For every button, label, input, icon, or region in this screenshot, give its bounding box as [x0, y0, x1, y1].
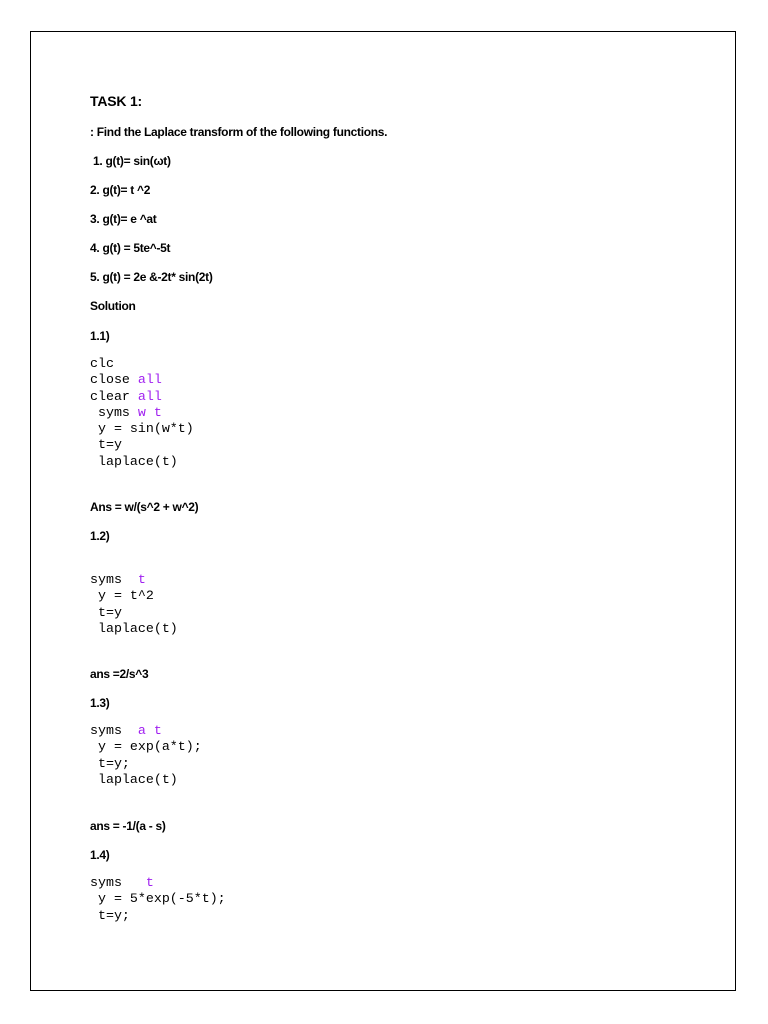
solution-heading: Solution	[90, 299, 136, 313]
task-title: TASK 1:	[90, 93, 143, 109]
section-label-1-3: 1.3)	[90, 696, 110, 710]
code-line	[90, 739, 202, 755]
code-line	[90, 389, 194, 405]
code-text: y = sin(w*t)	[90, 421, 194, 437]
code-text: syms	[90, 404, 138, 420]
section-label-1-2: 1.2)	[90, 529, 110, 543]
code-line	[90, 588, 178, 604]
function-item-1: 1. g(t)= sin(ωt)	[90, 154, 171, 168]
code-text: y = exp(a*t);	[90, 739, 202, 755]
code-text: laplace(t)	[90, 453, 178, 469]
code-line	[90, 405, 194, 421]
document-page	[30, 31, 736, 991]
code-keyword: t	[137, 572, 146, 587]
code-text: laplace(t)	[90, 771, 178, 787]
code-line	[90, 454, 194, 470]
function-item-3: 3. g(t)= e ^at	[90, 212, 157, 226]
code-text: syms	[90, 572, 138, 587]
code-text: t=y	[90, 604, 122, 620]
function-item-4: 4. g(t) = 5te^-5t	[90, 241, 171, 255]
task-instructions: : Find the Laplace transform of the following functions.	[90, 125, 388, 139]
code-keyword: w t	[137, 404, 162, 420]
code-text: t=y	[90, 437, 122, 453]
code-block-1-1	[90, 356, 194, 470]
code-line	[90, 772, 202, 788]
code-block-1-2	[90, 572, 178, 637]
code-line	[90, 875, 226, 891]
code-text: y = t^2	[90, 588, 154, 604]
function-item-2: 2. g(t)= t ^2	[90, 183, 151, 197]
answer-1-1: Ans = w/(s^2 + w^2)	[90, 500, 199, 514]
code-line	[90, 891, 226, 907]
code-line	[90, 756, 202, 772]
code-keyword: all	[137, 372, 162, 388]
code-line	[90, 421, 194, 437]
answer-1-2: ans =2/s^3	[90, 667, 149, 681]
code-line	[90, 356, 194, 372]
code-keyword: t	[145, 875, 154, 890]
code-line	[90, 572, 178, 588]
code-keyword: all	[137, 388, 162, 404]
code-text: close	[90, 372, 138, 388]
code-line	[90, 605, 178, 621]
code-text: laplace(t)	[90, 620, 178, 636]
answer-1-3: ans = -1/(a - s)	[90, 819, 166, 833]
code-text: t=y;	[90, 907, 130, 923]
section-label-1-1: 1.1)	[90, 329, 110, 343]
code-text: t=y;	[90, 755, 130, 771]
function-item-5: 5. g(t) = 2e &-2t* sin(2t)	[90, 270, 213, 284]
section-label-1-4: 1.4)	[90, 848, 110, 862]
code-line	[90, 437, 194, 453]
code-line	[90, 723, 202, 739]
code-text: clc	[90, 356, 114, 371]
code-text: clear	[90, 388, 138, 404]
code-text: syms	[90, 723, 138, 738]
code-line	[90, 372, 194, 388]
code-block-1-3	[90, 723, 202, 788]
code-line	[90, 908, 226, 924]
code-line	[90, 621, 178, 637]
code-keyword: a t	[137, 723, 162, 738]
code-text: y = 5*exp(-5*t);	[90, 891, 226, 907]
code-text: syms	[90, 875, 146, 890]
code-block-1-4	[90, 875, 226, 924]
